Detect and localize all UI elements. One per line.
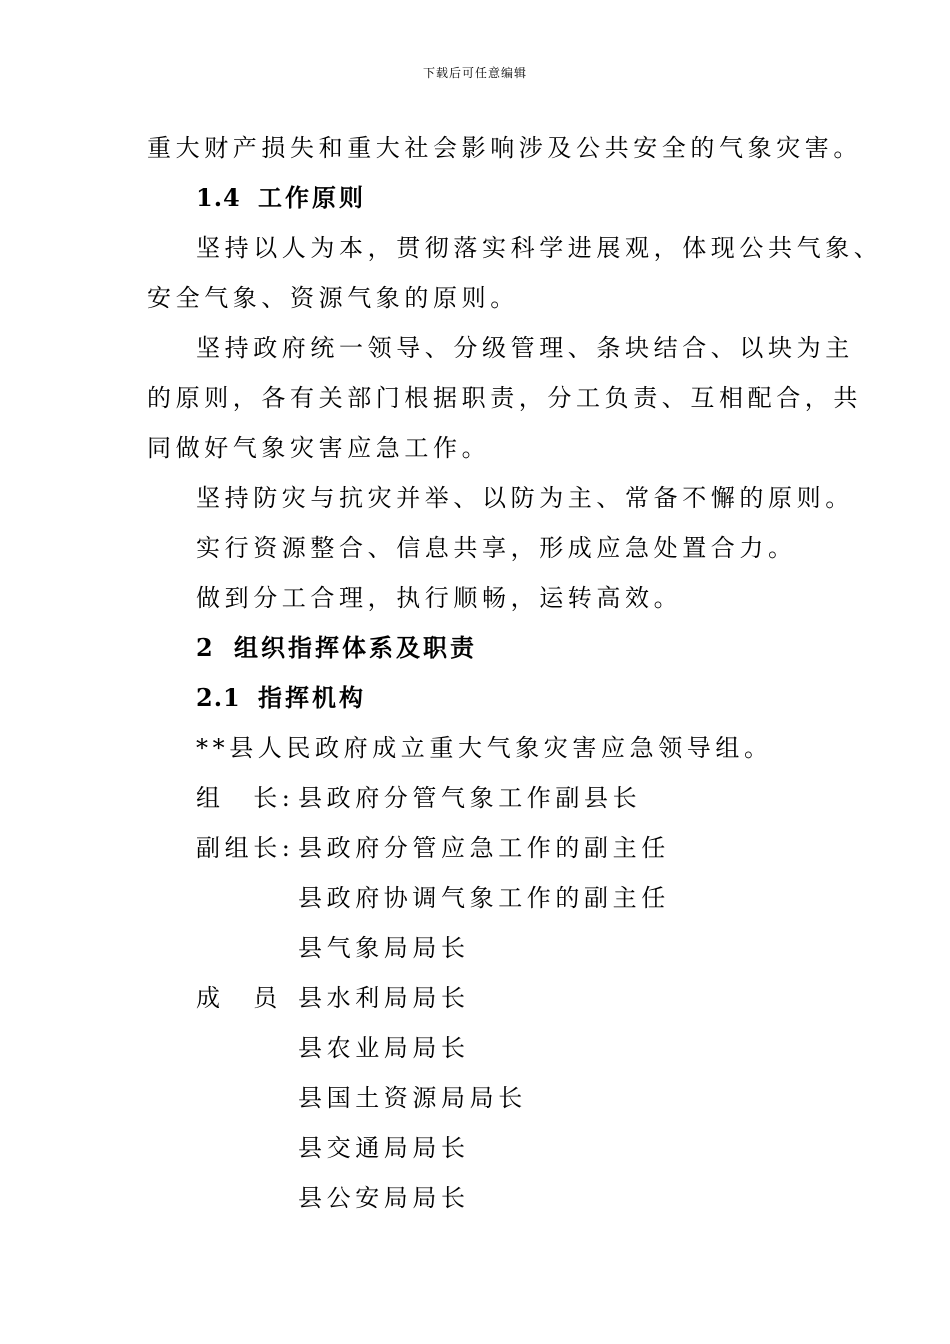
section-number: 1.4 bbox=[196, 183, 241, 212]
member-value: 县国土资源局局长 bbox=[298, 1084, 527, 1112]
section-title: 指挥机构 bbox=[258, 683, 366, 712]
member-value: 县交通局局长 bbox=[298, 1134, 470, 1162]
paragraph-line: **县人民政府成立重大气象灾害应急领导组。 bbox=[196, 734, 773, 762]
section-number: 2.1 bbox=[196, 683, 241, 712]
paragraph-line: 同做好气象灾害应急工作。 bbox=[147, 434, 491, 462]
paragraph-line: 做到分工合理，执行顺畅，运转高效。 bbox=[196, 584, 683, 612]
members-row bbox=[196, 983, 470, 1013]
leader-value: 县政府分管气象工作副县长 bbox=[298, 784, 642, 812]
section-title: 工作原则 bbox=[258, 183, 366, 212]
deputy-label: 副组长: bbox=[196, 834, 295, 862]
paragraph-line: 坚持防灾与抗灾并举、以防为主、常备不懈的原则。 bbox=[196, 484, 854, 512]
member-value: 县农业局局长 bbox=[298, 1034, 470, 1062]
member-value: 县水利局局长 bbox=[298, 984, 470, 1012]
section-heading-2 bbox=[196, 633, 477, 663]
leader-label: 组 长: bbox=[196, 784, 295, 812]
member-value: 县公安局局长 bbox=[298, 1184, 470, 1212]
leader-row bbox=[196, 783, 641, 813]
paragraph-line: 坚持以人为本，贯彻落实科学进展观，体现公共气象、 bbox=[196, 234, 883, 262]
section-title: 组织指挥体系及职责 bbox=[234, 633, 477, 662]
deputy-value: 县气象局局长 bbox=[298, 934, 470, 962]
paragraph-line: 的原则，各有关部门根据职责，分工负责、互相配合，共 bbox=[147, 384, 862, 412]
members-label: 成 员 bbox=[196, 984, 282, 1012]
paragraph-line: 实行资源整合、信息共享，形成应急处置合力。 bbox=[196, 534, 797, 562]
paragraph-continuation: 重大财产损失和重大社会影响涉及公共安全的气象灾害。 bbox=[147, 134, 862, 162]
section-heading-1-4 bbox=[196, 183, 366, 213]
deputy-row bbox=[196, 833, 670, 863]
section-heading-2-1 bbox=[196, 683, 366, 713]
section-number: 2 bbox=[196, 633, 214, 662]
deputy-value: 县政府分管应急工作的副主任 bbox=[298, 834, 670, 862]
paragraph-line: 坚持政府统一领导、分级管理、条块结合、以块为主 bbox=[196, 334, 854, 362]
page-header: 下载后可任意编辑 bbox=[422, 66, 527, 80]
deputy-value: 县政府协调气象工作的副主任 bbox=[298, 884, 670, 912]
paragraph-line: 安全气象、资源气象的原则。 bbox=[147, 284, 519, 312]
